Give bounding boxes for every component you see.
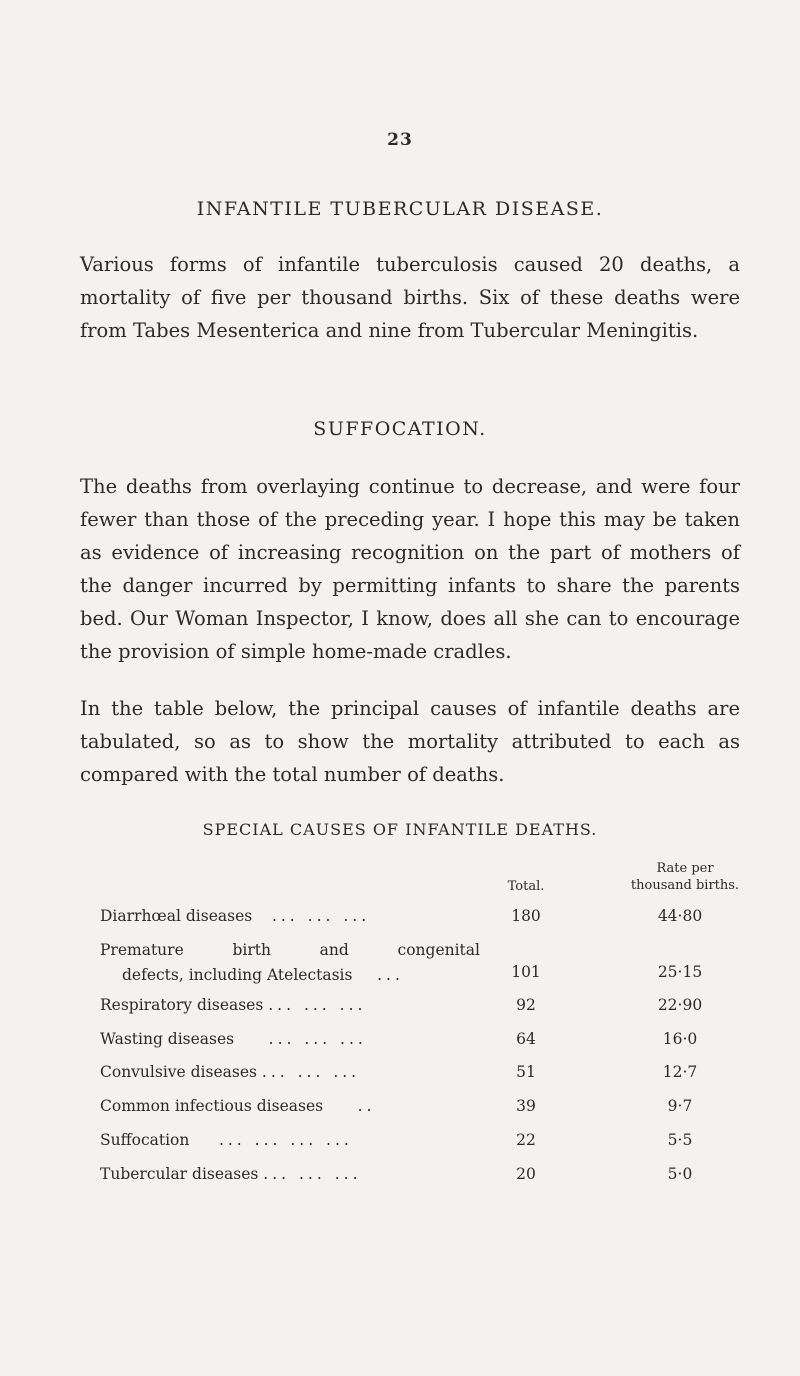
row-rate: 22·90 [657, 996, 703, 1014]
paragraph-suffocation: The deaths from overlaying continue to decrease, and were four fewer than those of the preceding year. I hope this may be taken as evidence of increasing recognition on the part of mothers of the danger incurred by permitting infants to share the parents bed. Our Woman Inspector, I know, does all she can to encourage the provision of simple home-made cradles. [80, 475, 740, 663]
row-rate: 25·15 [657, 963, 703, 981]
row-rate: 44·80 [657, 907, 703, 925]
row-rate: 12·7 [662, 1063, 698, 1081]
row-rate: 5·5 [667, 1131, 693, 1149]
row-total: 180 [511, 907, 541, 925]
column-header-rate [620, 860, 750, 894]
row-total: 64 [516, 1030, 536, 1048]
row-label: Convulsive diseases ... ... ... [100, 1063, 361, 1081]
table-title: SPECIAL CAUSES OF INFANTILE DEATHS. [202, 820, 598, 839]
page-number: 23 [387, 130, 413, 150]
row-label: Tubercular diseases ... ... ... [100, 1165, 362, 1183]
row-rate: 16·0 [662, 1030, 698, 1048]
row-label [100, 938, 480, 988]
row-label: Diarrhœal diseases ... ... ... [100, 907, 371, 925]
row-total: 51 [516, 1063, 536, 1081]
row-rate: 5·0 [667, 1165, 693, 1183]
row-rate: 9·7 [667, 1097, 693, 1115]
column-header-rate-line2: thousand births. [630, 878, 740, 893]
row-label: Suffocation ... ... ... ... [100, 1131, 353, 1149]
row-total: 101 [511, 963, 541, 981]
row-total: 39 [516, 1097, 536, 1115]
column-header-rate-line1: Rate per [656, 861, 714, 876]
row-label-line1: Premature birth and congenital [100, 941, 480, 959]
section-heading-suffocation: SUFFOCATION. [313, 418, 487, 440]
row-total: 22 [516, 1131, 536, 1149]
column-header-total: Total. [507, 879, 545, 894]
row-label: Wasting diseases ... ... ... [100, 1030, 367, 1048]
row-label: Respiratory diseases ... ... ... [100, 996, 367, 1014]
section-heading-tubercular: INFANTILE TUBERCULAR DISEASE. [196, 198, 604, 220]
row-label: Common infectious diseases .. [100, 1097, 376, 1115]
paragraph-table-intro: In the table below, the principal causes of infantile deaths are tabulated, so as to show the mortality attributed to each as compared with the total number of deaths. [80, 697, 740, 786]
row-label-line2: defects, including Atelectasis ... [122, 966, 404, 984]
row-total: 92 [516, 996, 536, 1014]
paragraph-tubercular: Various forms of infantile tuberculosis caused 20 deaths, a mortality of five per thousand births. Six of these deaths were from Tabes Mesenterica and nine from Tubercular Meningitis. [80, 253, 740, 342]
row-total: 20 [516, 1165, 536, 1183]
